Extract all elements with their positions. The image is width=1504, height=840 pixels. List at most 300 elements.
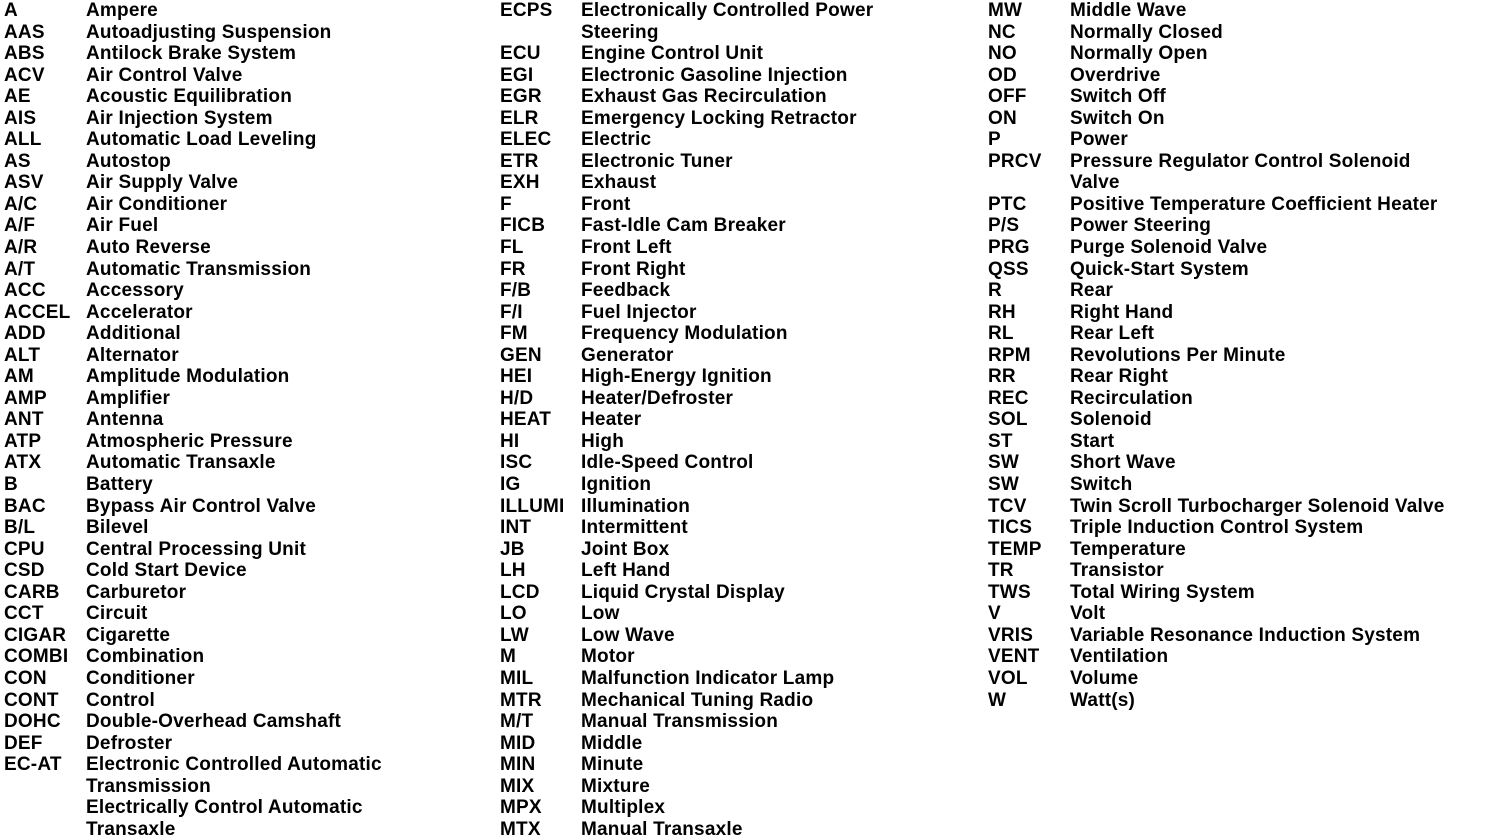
abbreviation: ELEC (500, 129, 552, 151)
definition: Illumination (581, 495, 691, 517)
abbreviation: ETR (500, 150, 539, 172)
abbreviation: SW (988, 474, 1020, 496)
glossary-entry (988, 496, 1445, 518)
abbreviation: F/I (500, 301, 523, 323)
definition: Front (581, 193, 631, 215)
abbreviation: ACCEL (4, 301, 71, 323)
definition: Alternator (86, 344, 179, 366)
glossary-entry (4, 582, 382, 604)
glossary-entry (500, 86, 873, 108)
abbreviation: V (988, 603, 1001, 625)
glossary-entry (500, 345, 873, 367)
glossary-entry (500, 474, 873, 496)
glossary-entry (4, 43, 382, 65)
definition: Manual Transaxle (581, 818, 743, 840)
glossary-entry (500, 452, 873, 474)
abbreviation: CON (4, 667, 47, 689)
glossary-entry (4, 560, 382, 582)
glossary-entry (988, 259, 1445, 281)
abbreviation: DEF (4, 732, 43, 754)
abbreviation: HEI (500, 366, 533, 388)
definition: Middle Wave (1070, 0, 1187, 21)
definition: Frequency Modulation (581, 323, 788, 345)
abbreviation: ECPS (500, 0, 553, 21)
glossary-entry (500, 690, 873, 712)
glossary-entry (988, 517, 1445, 539)
abbreviation: FR (500, 258, 526, 280)
glossary-entry (500, 108, 873, 130)
abbreviation: ADD (4, 323, 46, 345)
definition: Engine Control Unit (581, 43, 764, 65)
definition: Twin Scroll Turbocharger Solenoid Valve (1070, 495, 1445, 517)
abbreviation: CCT (4, 603, 44, 625)
abbreviation: LCD (500, 581, 540, 603)
definition: Accessory (86, 280, 184, 302)
abbreviation: R (988, 280, 1002, 302)
abbreviation: MTR (500, 689, 542, 711)
glossary-entry (988, 560, 1445, 582)
abbreviation: QSS (988, 258, 1029, 280)
glossary-entry (500, 625, 873, 647)
definition: Transmission (86, 775, 211, 797)
abbreviation: ASV (4, 172, 44, 194)
definition: Air Injection System (86, 107, 273, 129)
definition: Rear (1070, 280, 1114, 302)
abbreviation: IG (500, 474, 521, 496)
glossary-entry (4, 86, 382, 108)
glossary-entry (500, 65, 873, 87)
abbreviation: A/R (4, 237, 38, 259)
abbreviation: AIS (4, 107, 37, 129)
definition: Antilock Brake System (86, 43, 297, 65)
glossary-entry (4, 280, 382, 302)
glossary-entry (4, 452, 382, 474)
abbreviation: ATX (4, 452, 42, 474)
definition: Mixture (581, 775, 650, 797)
glossary-entry (4, 819, 382, 840)
definition: Manual Transmission (581, 711, 779, 733)
abbreviation-column-2 (500, 0, 873, 840)
abbreviation: MTX (500, 818, 541, 840)
glossary-entry (500, 409, 873, 431)
glossary-entry (500, 797, 873, 819)
definition: Auto Reverse (86, 237, 211, 259)
definition: Air Control Valve (86, 64, 243, 86)
definition: Variable Resonance Induction System (1070, 624, 1421, 646)
definition: Electrically Control Automatic (86, 797, 363, 819)
definition: Power Steering (1070, 215, 1212, 237)
definition: Right Hand (1070, 301, 1174, 323)
abbreviation: NO (988, 43, 1017, 65)
glossary-entry (4, 108, 382, 130)
abbreviation: ALT (4, 344, 41, 366)
definition: Emergency Locking Retractor (581, 107, 857, 129)
definition: Switch On (1070, 107, 1165, 129)
definition: Solenoid (1070, 409, 1152, 431)
definition: Switch Off (1070, 86, 1166, 108)
definition: Cold Start Device (86, 560, 247, 582)
definition: Low (581, 603, 620, 625)
abbreviation: JB (500, 538, 525, 560)
abbreviation: PTC (988, 193, 1027, 215)
glossary-entry (988, 194, 1445, 216)
definition: Atmospheric Pressure (86, 430, 293, 452)
definition: Power (1070, 129, 1129, 151)
definition: Normally Closed (1070, 21, 1223, 43)
glossary-entry (988, 539, 1445, 561)
definition: Amplifier (86, 387, 171, 409)
abbreviation: RPM (988, 344, 1031, 366)
definition: Generator (581, 344, 674, 366)
definition: Acoustic Equilibration (86, 86, 293, 108)
definition: Rear Right (1070, 366, 1169, 388)
definition: Autoadjusting Suspension (86, 21, 332, 43)
definition: Transaxle (86, 818, 176, 840)
abbreviation (4, 776, 86, 798)
abbreviation: B (4, 474, 18, 496)
definition: Fuel Injector (581, 301, 697, 323)
glossary-entry (4, 496, 382, 518)
abbreviation: NC (988, 21, 1016, 43)
glossary-entry (500, 43, 873, 65)
abbreviation: TR (988, 560, 1014, 582)
glossary-entry (500, 215, 873, 237)
glossary-entry (500, 776, 873, 798)
glossary-entry (988, 431, 1445, 453)
abbreviation: CARB (4, 581, 60, 603)
definition: Front Left (581, 237, 672, 259)
glossary-entry (500, 129, 873, 151)
glossary-entry (4, 129, 382, 151)
glossary-entry (4, 668, 382, 690)
abbreviation: DOHC (4, 711, 61, 733)
glossary-entry (4, 754, 382, 776)
glossary-entry (500, 819, 873, 840)
definition: Electronic Tuner (581, 150, 733, 172)
abbreviation: ELR (500, 107, 539, 129)
abbreviation: HI (500, 430, 520, 452)
abbreviation: LH (500, 560, 526, 582)
abbreviation: ON (988, 107, 1017, 129)
abbreviation: MID (500, 732, 536, 754)
glossary-entry (500, 280, 873, 302)
definition: Minute (581, 754, 644, 776)
definition: Control (86, 689, 155, 711)
abbreviation: AS (4, 150, 31, 172)
glossary-entry (500, 237, 873, 259)
glossary-entry (4, 431, 382, 453)
glossary-entry (4, 625, 382, 647)
glossary-entry (4, 22, 382, 44)
definition: Joint Box (581, 538, 670, 560)
abbreviation: F/B (500, 280, 532, 302)
glossary-entry (4, 539, 382, 561)
definition: Feedback (581, 280, 671, 302)
glossary-entry (500, 560, 873, 582)
abbreviation: PRCV (988, 150, 1042, 172)
glossary-entry (500, 754, 873, 776)
definition: Carburetor (86, 581, 187, 603)
glossary-entry (4, 65, 382, 87)
definition: Bilevel (86, 517, 149, 539)
abbreviation: RL (988, 323, 1014, 345)
abbreviation: ST (988, 430, 1013, 452)
abbreviation: MPX (500, 797, 542, 819)
glossary-entry (4, 215, 382, 237)
glossary-entry (4, 517, 382, 539)
glossary-entry (4, 603, 382, 625)
abbreviation: CONT (4, 689, 59, 711)
abbreviation: CIGAR (4, 624, 67, 646)
definition: Temperature (1070, 538, 1186, 560)
glossary-entry (500, 646, 873, 668)
glossary-entry (500, 539, 873, 561)
abbreviation: RH (988, 301, 1016, 323)
abbreviation-column-1 (4, 0, 382, 840)
definition: Multiplex (581, 797, 666, 819)
definition: Revolutions Per Minute (1070, 344, 1286, 366)
abbreviation: CSD (4, 560, 45, 582)
abbreviation: MIL (500, 667, 534, 689)
abbreviation: LW (500, 624, 529, 646)
definition: Circuit (86, 603, 148, 625)
glossary-entry (4, 237, 382, 259)
definition: Electronic Controlled Automatic (86, 754, 382, 776)
definition: Triple Induction Control System (1070, 517, 1364, 539)
glossary-entry (988, 582, 1445, 604)
abbreviation (988, 172, 1070, 194)
definition: Valve (1070, 172, 1120, 194)
abbreviation: VENT (988, 646, 1040, 668)
definition: Fast-Idle Cam Breaker (581, 215, 786, 237)
definition: Low Wave (581, 624, 675, 646)
abbreviation: INT (500, 517, 532, 539)
glossary-entry (500, 733, 873, 755)
abbreviation: MW (988, 0, 1023, 21)
abbreviation: TICS (988, 517, 1033, 539)
definition: Automatic Transmission (86, 258, 312, 280)
glossary-entry (4, 259, 382, 281)
definition: Antenna (86, 409, 164, 431)
abbreviation-column-3 (988, 0, 1445, 711)
glossary-entry (500, 259, 873, 281)
definition: Cigarette (86, 624, 171, 646)
abbreviation: M (500, 646, 517, 668)
definition: Exhaust (581, 172, 657, 194)
abbreviation (500, 22, 581, 44)
glossary-entry (4, 0, 382, 22)
abbreviation: TEMP (988, 538, 1042, 560)
abbreviation: SOL (988, 409, 1028, 431)
abbreviation: HEAT (500, 409, 552, 431)
glossary-entry (988, 323, 1445, 345)
glossary-entry (500, 151, 873, 173)
glossary-entry (500, 366, 873, 388)
glossary-entry (988, 129, 1445, 151)
definition: High-Energy Ignition (581, 366, 772, 388)
definition: Central Processing Unit (86, 538, 306, 560)
abbreviation: RR (988, 366, 1016, 388)
definition: Switch (1070, 474, 1133, 496)
glossary-entry (4, 388, 382, 410)
glossary-entry (4, 302, 382, 324)
glossary-entry (4, 474, 382, 496)
definition: Electronically Controlled Power (581, 0, 874, 21)
abbreviation: ANT (4, 409, 44, 431)
definition: Additional (86, 323, 181, 345)
definition: Front Right (581, 258, 686, 280)
glossary-entry (988, 43, 1445, 65)
abbreviation: ACC (4, 280, 46, 302)
abbreviation: M/T (500, 711, 534, 733)
abbreviation: A/C (4, 193, 38, 215)
glossary-entry (988, 280, 1445, 302)
glossary-entry (500, 603, 873, 625)
abbreviation: P/S (988, 215, 1020, 237)
glossary-entry (988, 690, 1445, 712)
definition: Ignition (581, 474, 652, 496)
definition: Normally Open (1070, 43, 1208, 65)
definition: Overdrive (1070, 64, 1161, 86)
abbreviation: ATP (4, 430, 42, 452)
glossary-entry (500, 302, 873, 324)
definition: Electronic Gasoline Injection (581, 64, 848, 86)
definition: Watt(s) (1070, 689, 1136, 711)
definition: Positive Temperature Coefficient Heater (1070, 193, 1438, 215)
definition: Automatic Transaxle (86, 452, 276, 474)
definition: Air Fuel (86, 215, 159, 237)
abbreviation: MIN (500, 754, 536, 776)
definition: Air Supply Valve (86, 172, 239, 194)
glossary-entry (988, 603, 1445, 625)
abbreviation: MIX (500, 775, 535, 797)
definition: Automatic Load Leveling (86, 129, 317, 151)
abbreviation: EGI (500, 64, 534, 86)
glossary-entry (988, 345, 1445, 367)
glossary-entry (988, 452, 1445, 474)
glossary-entry (500, 0, 873, 22)
abbreviation: H/D (500, 387, 534, 409)
abbreviation: CPU (4, 538, 45, 560)
glossary-entry (988, 215, 1445, 237)
definition: Accelerator (86, 301, 193, 323)
abbreviation: REC (988, 387, 1029, 409)
abbreviation: VOL (988, 667, 1028, 689)
definition: Total Wiring System (1070, 581, 1255, 603)
abbreviation: ISC (500, 452, 533, 474)
definition: Combination (86, 646, 205, 668)
abbreviation: FM (500, 323, 528, 345)
abbreviation: EXH (500, 172, 540, 194)
definition: Pressure Regulator Control Solenoid (1070, 150, 1411, 172)
glossary-entry (500, 496, 873, 518)
definition: High (581, 430, 625, 452)
glossary-entry (4, 172, 382, 194)
abbreviation: ECU (500, 43, 541, 65)
glossary-entry (988, 625, 1445, 647)
glossary-entry (988, 151, 1445, 173)
definition: Rear Left (1070, 323, 1155, 345)
abbreviation: OFF (988, 86, 1027, 108)
definition: Bypass Air Control Valve (86, 495, 317, 517)
definition: Malfunction Indicator Lamp (581, 667, 835, 689)
definition: Ampere (86, 0, 158, 21)
abbreviation: ABS (4, 43, 45, 65)
abbreviation: EGR (500, 86, 542, 108)
glossary-entry (988, 172, 1445, 194)
abbreviation: TWS (988, 581, 1031, 603)
abbreviation: A/F (4, 215, 36, 237)
definition: Transistor (1070, 560, 1164, 582)
glossary-entry (500, 582, 873, 604)
abbreviation: OD (988, 64, 1017, 86)
definition: Heater/Defroster (581, 387, 734, 409)
glossary-entry (500, 323, 873, 345)
abbreviation: ALL (4, 129, 42, 151)
glossary-entry (4, 690, 382, 712)
glossary-entry (4, 345, 382, 367)
glossary-entry (4, 733, 382, 755)
definition: Mechanical Tuning Radio (581, 689, 814, 711)
definition: Motor (581, 646, 635, 668)
glossary-entry (988, 237, 1445, 259)
glossary-entry (988, 388, 1445, 410)
definition: Quick-Start System (1070, 258, 1249, 280)
abbreviation: LO (500, 603, 527, 625)
abbreviation: ILLUMI (500, 495, 565, 517)
abbreviation: GEN (500, 344, 542, 366)
abbreviation: FICB (500, 215, 546, 237)
abbreviation: W (988, 689, 1007, 711)
glossary-entry (988, 646, 1445, 668)
definition: Autostop (86, 150, 171, 172)
definition: Intermittent (581, 517, 688, 539)
definition: Liquid Crystal Display (581, 581, 785, 603)
glossary-entry (988, 474, 1445, 496)
abbreviation: BAC (4, 495, 46, 517)
abbreviation (4, 797, 86, 819)
glossary-entry (4, 194, 382, 216)
glossary-entry (4, 366, 382, 388)
abbreviation: A/T (4, 258, 36, 280)
definition: Double-Overhead Camshaft (86, 711, 342, 733)
definition: Amplitude Modulation (86, 366, 290, 388)
glossary-entry (500, 22, 873, 44)
abbreviation: COMBI (4, 646, 69, 668)
definition: Left Hand (581, 560, 671, 582)
abbreviation: B/L (4, 517, 36, 539)
definition: Volume (1070, 667, 1139, 689)
definition: Battery (86, 474, 153, 496)
abbreviation: A (4, 0, 18, 21)
glossary-entry (4, 797, 382, 819)
glossary-entry (500, 668, 873, 690)
glossary-entry (988, 65, 1445, 87)
glossary-entry (500, 517, 873, 539)
definition: Defroster (86, 732, 173, 754)
abbreviation (4, 819, 86, 840)
glossary-entry (500, 388, 873, 410)
glossary-entry (4, 151, 382, 173)
definition: Air Conditioner (86, 193, 228, 215)
definition: Electric (581, 129, 652, 151)
abbreviation: AAS (4, 21, 45, 43)
glossary-entry (4, 646, 382, 668)
glossary-entry (4, 409, 382, 431)
definition: Steering (581, 21, 659, 43)
abbreviation: ACV (4, 64, 45, 86)
abbreviation: AMP (4, 387, 47, 409)
